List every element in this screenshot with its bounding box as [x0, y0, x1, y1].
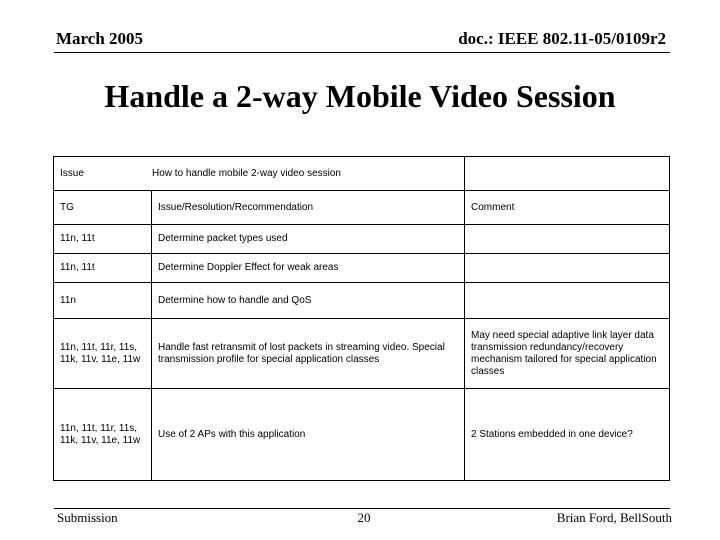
issue-value: How to handle mobile 2-way video session	[152, 167, 341, 179]
header-doc-id: doc.: IEEE 802.11-05/0109r2	[458, 29, 666, 48]
table-cell: 11n, 11t, 11r, 11s, 11k, 11v, 11e, 11w	[54, 319, 152, 389]
table-cell: May need special adaptive link layer data transmission redundancy/recovery mechanism tailored for special application classes	[465, 319, 670, 389]
footer-submission: Submission	[57, 510, 118, 525]
table-cell: 11n, 11t, 11r, 11s, 11k, 11v, 11e, 11w	[54, 389, 152, 481]
table-cell: Use of 2 APs with this application	[152, 389, 465, 481]
table-cell: Determine how to handle and QoS	[152, 283, 465, 319]
table-row	[54, 254, 670, 283]
footer-author: Brian Ford, BellSouth	[556, 510, 672, 525]
table-row	[54, 319, 670, 389]
issue-label: Issue	[60, 167, 84, 179]
table-cell	[465, 283, 670, 319]
table-cell: Comment	[465, 191, 670, 225]
table-cell: Determine packet types used	[152, 225, 465, 254]
table-cell: Handle fast retransmit of lost packets in streaming video. Special transmission profile for special application classes	[152, 319, 465, 389]
table-row	[54, 283, 670, 319]
table-cell	[54, 157, 465, 191]
table-cell: 11n, 11t	[54, 254, 152, 283]
table-row	[54, 191, 670, 225]
header-divider	[54, 52, 670, 53]
table-row	[54, 225, 670, 254]
table-cell	[465, 157, 670, 191]
header-date: March 2005	[56, 29, 144, 48]
page-number: 20	[357, 510, 371, 525]
table-row	[54, 389, 670, 481]
table-cell: 2 Stations embedded in one device?	[465, 389, 670, 481]
table-cell: 11n	[54, 283, 152, 319]
table-cell	[465, 225, 670, 254]
table-cell: 11n, 11t	[54, 225, 152, 254]
table-row	[54, 157, 670, 191]
table-cell: Issue/Resolution/Recommendation	[152, 191, 465, 225]
table-cell: Determine Doppler Effect for weak areas	[152, 254, 465, 283]
footer-divider	[54, 508, 670, 509]
issues-table	[53, 156, 670, 481]
table-cell	[465, 254, 670, 283]
table-cell: TG	[54, 191, 152, 225]
slide-title: Handle a 2-way Mobile Video Session	[104, 78, 616, 114]
